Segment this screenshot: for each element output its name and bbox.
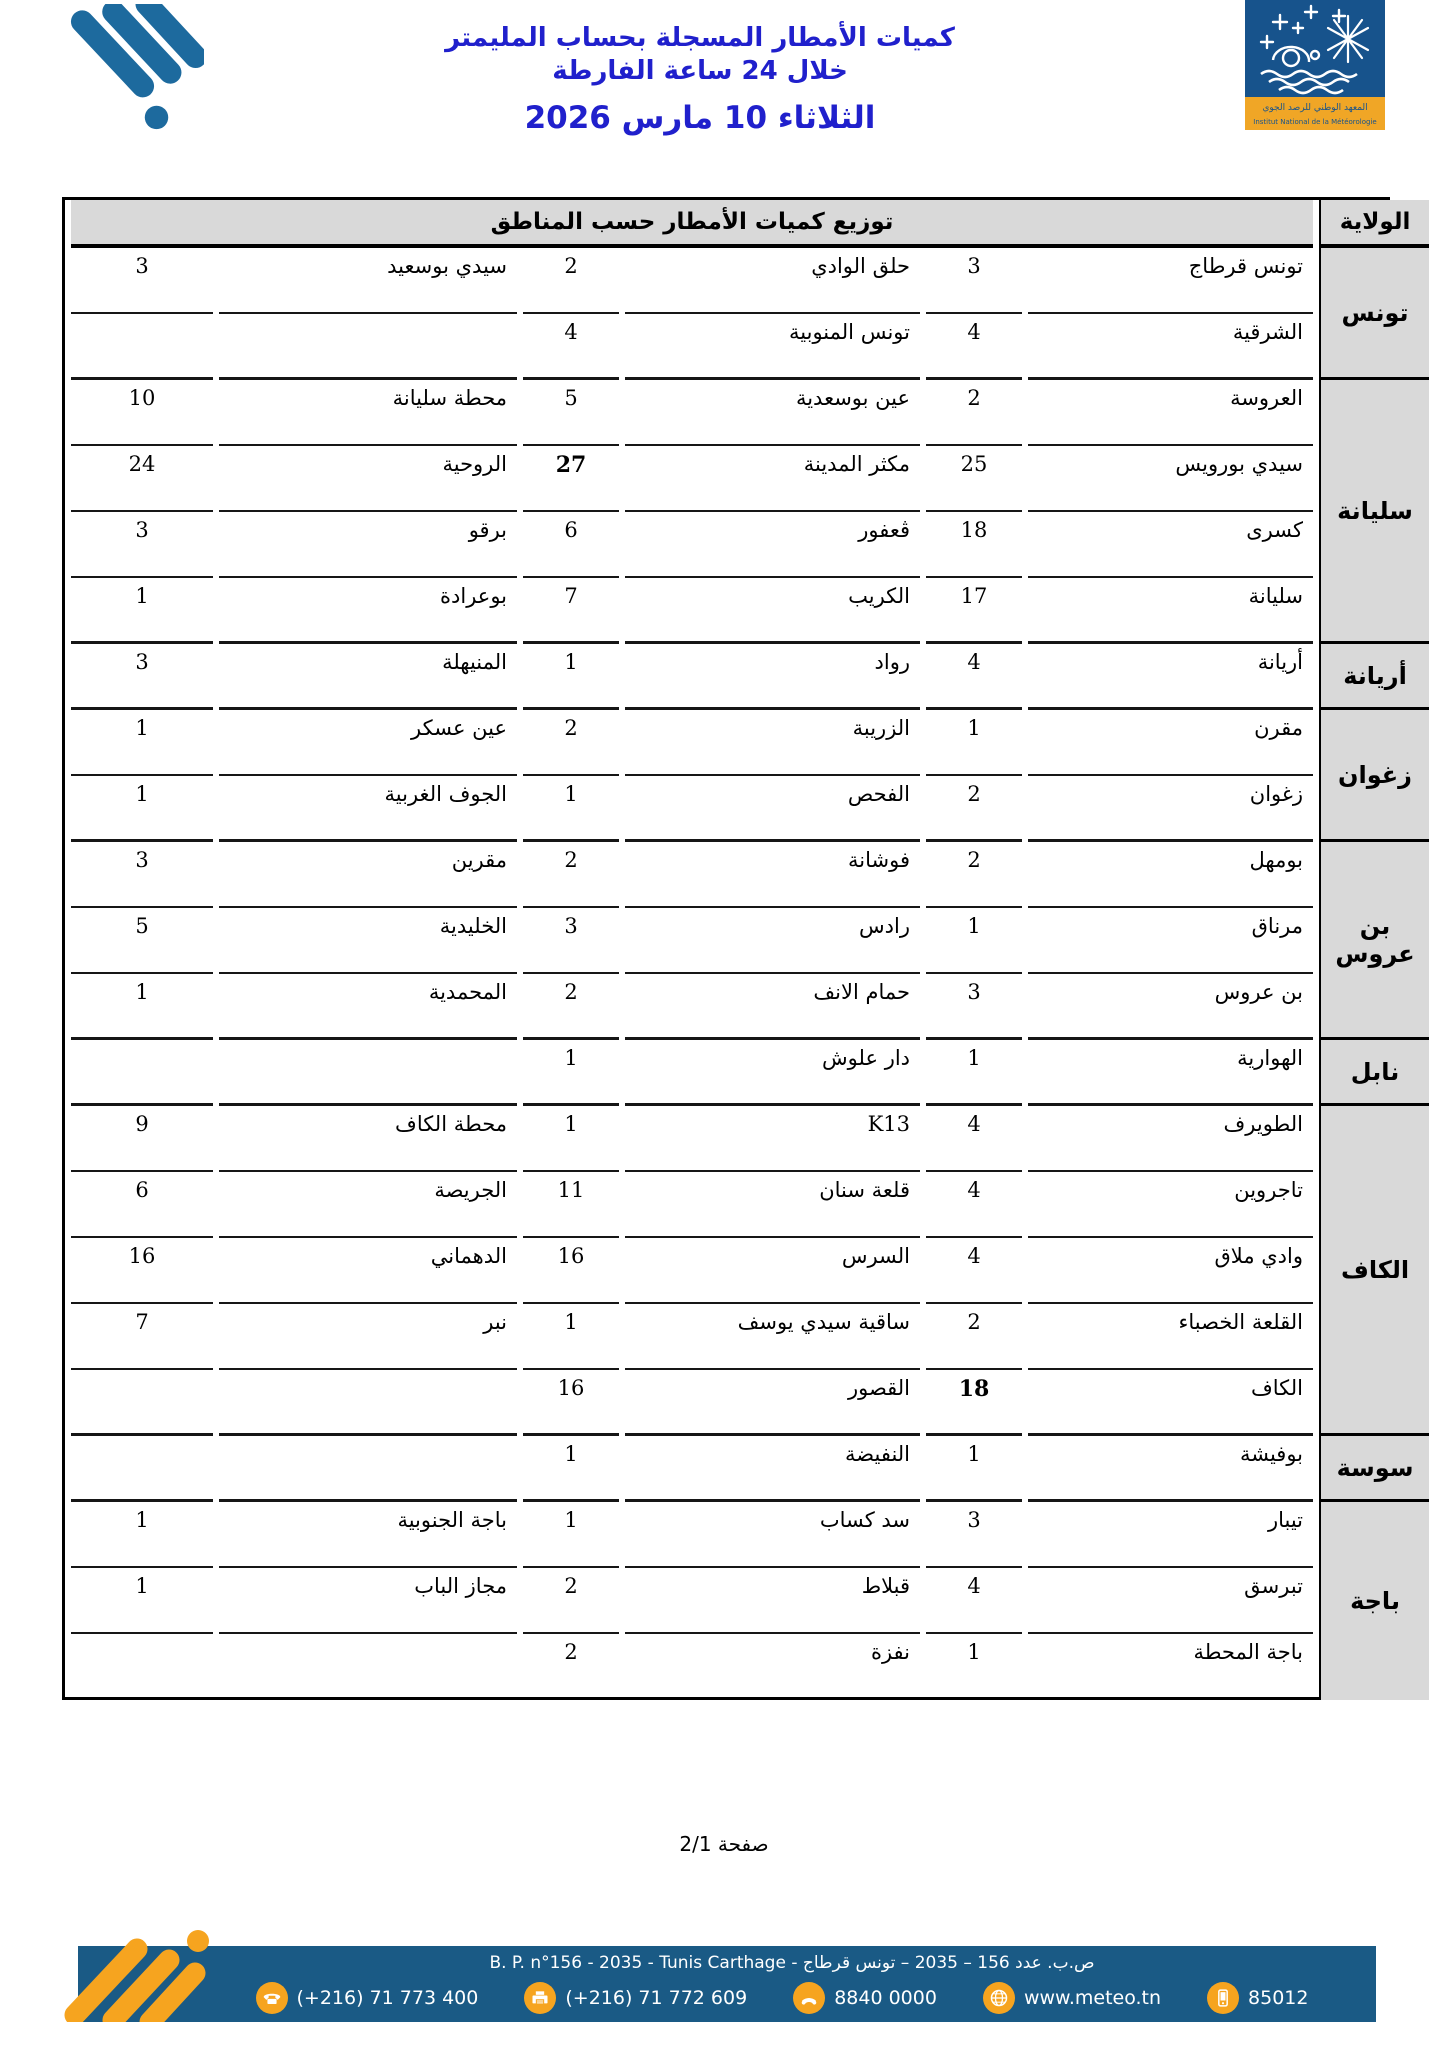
report-date: الثلاثاء 10 مارس 2026 <box>524 100 876 136</box>
governorate-cell: أريانة <box>1319 644 1429 710</box>
station-name-cell: زغوان <box>1028 776 1313 842</box>
station-name-cell: عين بوسعدية <box>625 380 920 446</box>
rain-value-cell: 1 <box>523 1502 619 1568</box>
station-name-cell: الروحية <box>219 446 517 512</box>
station-name-cell: الدهماني <box>219 1238 517 1304</box>
station-name-cell: تيبار <box>1028 1502 1313 1568</box>
table-row <box>71 1040 1429 1106</box>
station-name-cell: كسرى <box>1028 512 1313 578</box>
station-name-cell: حلق الوادي <box>625 248 920 314</box>
report-title <box>0 22 1400 88</box>
inm-french-label: Institut National de la Météorologie <box>1253 118 1377 126</box>
station-name-cell: نفزة <box>870 1640 911 1664</box>
station-name-cell: باجة الجنوبية <box>219 1502 517 1568</box>
table-row <box>71 644 1429 710</box>
station-name-cell: وادي ملاق <box>1028 1238 1313 1304</box>
rain-value-cell: 3 <box>523 908 619 974</box>
rain-value-cell: 2 <box>523 974 619 1040</box>
rain-value-cell: 2 <box>523 710 619 776</box>
station-name-cell: الزريبة <box>625 710 920 776</box>
mobile-icon <box>1207 1982 1239 2014</box>
rain-value-cell: 1 <box>523 1436 619 1502</box>
rain-value-cell: 2 <box>564 1640 578 1664</box>
rain-value-cell: 25 <box>926 446 1022 512</box>
station-name-cell: رواد <box>625 644 920 710</box>
station-name-cell: K13 <box>625 1106 920 1172</box>
table-row <box>71 1568 1429 1634</box>
rain-value-cell: 4 <box>926 314 1022 380</box>
station-name-cell: المحمدية <box>219 974 517 1040</box>
page-number: صفحة 2/1 <box>679 1832 769 1856</box>
rain-value-cell: 16 <box>523 1238 619 1304</box>
table-row <box>71 380 1429 446</box>
station-name-cell: سيدي بورويس <box>1028 446 1313 512</box>
station-name-cell: القلعة الخصباء <box>1028 1304 1313 1370</box>
rainfall-table <box>62 197 1415 1700</box>
contact-item <box>1207 1982 1308 2014</box>
rain-value-cell: 1 <box>926 1436 1022 1502</box>
fax-icon <box>524 1982 556 2014</box>
station-name-cell: السرس <box>625 1238 920 1304</box>
station-name-cell: تونس المنوبية <box>625 314 920 380</box>
table-row <box>71 776 1429 842</box>
contact-value: 8840 0000 <box>834 1987 937 2009</box>
rain-value-cell: 24 <box>71 446 213 512</box>
table-row <box>71 578 1429 644</box>
rain-value-cell: 3 <box>71 248 213 314</box>
footer-contacts <box>208 1982 1356 2014</box>
station-name-cell: فوشانة <box>625 842 920 908</box>
contact-item <box>256 1982 479 2014</box>
station-name-cell: تونس قرطاج <box>1028 248 1313 314</box>
rain-value-cell: 16 <box>523 1370 619 1436</box>
rain-value-cell: 7 <box>523 578 619 644</box>
station-name-cell: سليانة <box>1028 578 1313 644</box>
station-name-cell: مقرين <box>219 842 517 908</box>
rain-value-cell: 2 <box>926 380 1022 446</box>
governorate-cell: نابل <box>1319 1040 1429 1106</box>
contact-value: 85012 <box>1248 1987 1309 2009</box>
station-name-cell: العروسة <box>1028 380 1313 446</box>
station-name-cell: مكثر المدينة <box>625 446 920 512</box>
rain-value-cell: 4 <box>926 1568 1022 1634</box>
rain-value-cell: 3 <box>926 248 1022 314</box>
station-name-cell: عين عسكر <box>219 710 517 776</box>
station-name-cell: الفحص <box>625 776 920 842</box>
station-name-cell: مرناق <box>1028 908 1313 974</box>
station-name-cell <box>219 314 517 380</box>
rain-value-cell <box>71 314 213 380</box>
title-line1: كميات الأمطار المسجلة بحساب المليمتر <box>445 23 955 53</box>
governorate-cell: تونس <box>1319 248 1429 380</box>
rain-value-cell: 6 <box>71 1172 213 1238</box>
rain-value-cell: 16 <box>71 1238 213 1304</box>
station-name-cell: بن عروس <box>1028 974 1313 1040</box>
station-name-cell: مجاز الباب <box>219 1568 517 1634</box>
station-name-cell: دار علوش <box>625 1040 920 1106</box>
rain-value-cell: 3 <box>926 1502 1022 1568</box>
contact-value: www.meteo.tn <box>1023 1987 1162 2009</box>
rain-value-cell: 11 <box>523 1172 619 1238</box>
rain-value-cell: 3 <box>71 842 213 908</box>
rain-value-cell: 3 <box>926 974 1022 1040</box>
governorate-cell: سوسة <box>1319 1436 1429 1502</box>
table-row <box>71 908 1429 974</box>
rain-value-cell: 4 <box>926 1106 1022 1172</box>
rain-value-cell: 4 <box>926 1172 1022 1238</box>
inm-arabic-label: المعهد الوطني للرصد الجوي <box>1262 103 1368 113</box>
rain-value-cell: 1 <box>71 974 213 1040</box>
table-row <box>71 710 1429 776</box>
table-row <box>71 248 1429 314</box>
rain-value-cell <box>71 1040 213 1106</box>
table-row <box>71 314 1429 380</box>
rain-value-cell: 1 <box>523 644 619 710</box>
rain-value-cell: 3 <box>71 512 213 578</box>
rain-value-cell: 4 <box>926 644 1022 710</box>
contact-value: (+216) 71 772 609 <box>565 1987 748 2009</box>
station-name-cell: أريانة <box>1028 644 1313 710</box>
rain-value-cell: 1 <box>523 776 619 842</box>
station-name-cell <box>219 1040 517 1106</box>
rain-value-cell: 1 <box>523 1106 619 1172</box>
station-name-cell: الجريصة <box>219 1172 517 1238</box>
rain-value-cell: 1 <box>926 908 1022 974</box>
table-row <box>71 512 1429 578</box>
rain-value-cell: 10 <box>71 380 213 446</box>
rain-value-cell <box>71 1634 213 1700</box>
rain-value-cell: 2 <box>523 1568 619 1634</box>
station-name-cell: الكريب <box>625 578 920 644</box>
station-name-cell <box>219 1634 517 1700</box>
station-name-cell: حمام الانف <box>625 974 920 1040</box>
rain-value-cell: 1 <box>71 710 213 776</box>
rain-value-cell: 1 <box>523 1304 619 1370</box>
governorate-cell: بن عروس <box>1319 842 1429 1040</box>
contact-item <box>793 1982 937 2014</box>
rain-value-cell: 1 <box>71 776 213 842</box>
station-name-cell: الهوارية <box>1028 1040 1313 1106</box>
rain-value-cell: 1 <box>71 1502 213 1568</box>
rain-value-cell: 3 <box>71 644 213 710</box>
rain-value-cell: 1 <box>71 578 213 644</box>
rain-value-cell: 4 <box>523 314 619 380</box>
governorate-cell: الكاف <box>1319 1106 1429 1436</box>
globe-icon <box>983 1982 1015 2014</box>
contact-value: (+216) 71 773 400 <box>296 1987 479 2009</box>
station-name-cell: تاجروين <box>1028 1172 1313 1238</box>
rain-value-cell: 1 <box>523 1040 619 1106</box>
table-header-row <box>71 200 1429 248</box>
station-name-cell: القصور <box>625 1370 920 1436</box>
station-name-cell <box>219 1370 517 1436</box>
rain-value-cell: 7 <box>71 1304 213 1370</box>
rain-value-cell: 2 <box>926 842 1022 908</box>
rain-table-body <box>71 248 1429 1700</box>
station-name-cell: الجوف الغربية <box>219 776 517 842</box>
station-name-cell: الكاف <box>1028 1370 1313 1436</box>
station-name-cell: سد كساب <box>625 1502 920 1568</box>
station-name-cell: برقو <box>219 512 517 578</box>
title-line2: خلال 24 ساعة الفارطة <box>552 56 848 86</box>
inm-logo <box>1245 0 1385 130</box>
station-name-cell: ساقية سيدي يوسف <box>625 1304 920 1370</box>
rain-value-cell: 9 <box>71 1106 213 1172</box>
table-row <box>71 1304 1429 1370</box>
rain-value-cell: 27 <box>523 446 619 512</box>
station-name-cell: سيدي بوسعيد <box>219 248 517 314</box>
rain-value-cell: 1 <box>71 1568 213 1634</box>
footer-stripes-logo <box>55 1925 225 2022</box>
station-name-cell: بومهل <box>1028 842 1313 908</box>
station-name-cell: بوعرادة <box>219 578 517 644</box>
table-row <box>71 1436 1429 1502</box>
station-name-cell: الخليدية <box>219 908 517 974</box>
station-name-cell: المنيهلة <box>219 644 517 710</box>
station-name-cell: ڨعفور <box>625 512 920 578</box>
station-name-cell: محطة سليانة <box>219 380 517 446</box>
footer-bar <box>78 1946 1376 2022</box>
station-name-cell: رادس <box>625 908 920 974</box>
rain-value-cell <box>71 1370 213 1436</box>
rain-value-cell: 17 <box>926 578 1022 644</box>
rain-value-cell: 1 <box>926 710 1022 776</box>
regions-header: توزيع كميات الأمطار حسب المناطق <box>71 200 1313 248</box>
table-row <box>71 446 1429 512</box>
station-name-cell <box>219 1436 517 1502</box>
rain-value-cell: 5 <box>523 380 619 446</box>
table-row <box>71 1634 1429 1700</box>
station-name-cell: قبلاط <box>625 1568 920 1634</box>
station-name-cell: باجة المحطة <box>1193 1640 1304 1664</box>
rain-value-cell: 6 <box>523 512 619 578</box>
rain-value-cell: 18 <box>926 1370 1022 1436</box>
phone-icon <box>256 1982 288 2014</box>
station-name-cell: الطويرف <box>1028 1106 1313 1172</box>
rain-value-cell: 2 <box>523 248 619 314</box>
table-row <box>71 1172 1429 1238</box>
station-name-cell: بوفيشة <box>1028 1436 1313 1502</box>
contact-item <box>524 1982 747 2014</box>
rain-value-cell: 18 <box>926 512 1022 578</box>
table-row <box>71 842 1429 908</box>
rain-value-cell: 2 <box>926 776 1022 842</box>
station-name-cell: مقرن <box>1028 710 1313 776</box>
table-row <box>71 1502 1429 1568</box>
contact-item <box>983 1982 1161 2014</box>
table-row <box>71 1370 1429 1436</box>
station-name-cell: محطة الكاف <box>219 1106 517 1172</box>
governorate-cell: سليانة <box>1319 380 1429 644</box>
rain-value-cell: 2 <box>523 842 619 908</box>
station-name-cell: النفيضة <box>625 1436 920 1502</box>
station-name-cell: الشرقية <box>1028 314 1313 380</box>
rain-value-cell: 1 <box>926 1040 1022 1106</box>
rain-value-cell: 1 <box>967 1640 981 1664</box>
rain-value-cell <box>71 1436 213 1502</box>
table-row <box>71 1238 1429 1304</box>
rain-value-cell: 2 <box>926 1304 1022 1370</box>
station-name-cell: قلعة سنان <box>625 1172 920 1238</box>
table-row <box>71 974 1429 1040</box>
footer-address: ص.ب. عدد 156 – 2035 – تونس قرطاج - B. P. n°156 - 2035 - Tunis Carthage <box>489 1953 1095 1973</box>
governorate-cell: باجة <box>1319 1502 1429 1700</box>
handset-icon <box>793 1982 825 2014</box>
governorate-header: الولاية <box>1319 200 1429 248</box>
station-name-cell: نبر <box>219 1304 517 1370</box>
station-name-cell: تبرسق <box>1028 1568 1313 1634</box>
table-row <box>71 1106 1429 1172</box>
rain-value-cell: 4 <box>926 1238 1022 1304</box>
governorate-cell: زغوان <box>1319 710 1429 842</box>
rain-value-cell: 5 <box>71 908 213 974</box>
